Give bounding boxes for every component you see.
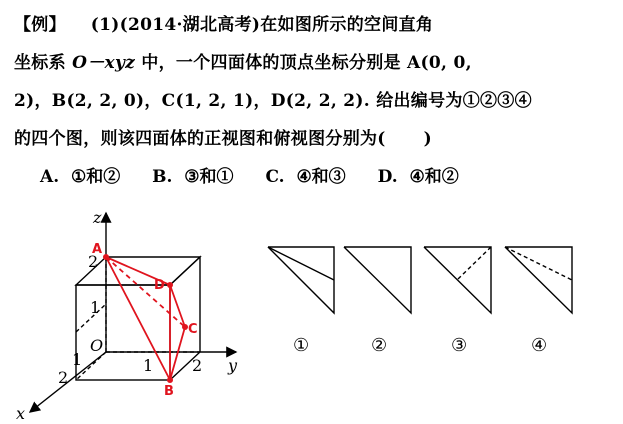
- view-1-line: [268, 247, 334, 280]
- option-d[interactable]: [378, 162, 459, 187]
- problem-line4-post: ): [423, 129, 432, 149]
- option-c-key: C.: [265, 167, 285, 187]
- problem-line-3: 2)，B(2, 2, 0)，C(1, 2, 1)，D(2, 2, 2). 给出编号为①②③④: [14, 91, 532, 111]
- option-b-key: B.: [152, 167, 173, 187]
- view-3-dashed: [457, 247, 491, 280]
- view-1-triangle: [268, 247, 334, 313]
- view-figures: [268, 247, 572, 313]
- example-tag: 【例】: [14, 15, 66, 35]
- x-tick-1: 1: [72, 350, 83, 369]
- problem-text: [14, 6, 614, 158]
- point-b-label: B: [164, 384, 174, 399]
- problem-line2-post: 中，一个四面体的顶点坐标分别是 A(0, 0,: [135, 53, 472, 73]
- point-a-label: A: [92, 242, 103, 257]
- view-3: [424, 247, 491, 313]
- vertex-d-dot: [167, 282, 173, 288]
- option-a-key: A.: [40, 167, 60, 187]
- point-d-label: D: [154, 278, 165, 293]
- answer-options: [40, 162, 485, 187]
- x-axis-label: x: [16, 404, 26, 423]
- option-b[interactable]: [152, 162, 233, 187]
- edge-ab: [106, 257, 170, 380]
- view-4-label: ④: [531, 335, 548, 356]
- view-4: [505, 247, 572, 313]
- option-b-text: ③和①: [184, 167, 234, 187]
- z-tick-2: 2: [88, 252, 99, 271]
- problem-line-4: [14, 120, 614, 158]
- view-4-dashed: [505, 247, 572, 280]
- point-c-label: C: [188, 322, 198, 337]
- view-2-triangle: [344, 247, 411, 313]
- option-a-text: ①和②: [70, 167, 121, 187]
- option-a[interactable]: [40, 162, 120, 187]
- z-axis-label: z: [93, 208, 102, 227]
- edge-dc: [170, 285, 185, 327]
- problem-line-1: [14, 6, 614, 44]
- vertex-b-dot: [167, 377, 173, 383]
- option-c[interactable]: [265, 162, 345, 187]
- view-2: [344, 247, 411, 313]
- y-axis-label: y: [228, 356, 238, 375]
- problem-source: (1)(2014·湖北高考): [90, 15, 261, 35]
- origin-label: O: [90, 336, 104, 355]
- option-d-text: ④和②: [409, 167, 459, 187]
- view-4-triangle: [505, 247, 572, 313]
- problem-line4-pre: 的四个图，则该四面体的正视图和俯视图分别为(: [14, 129, 386, 149]
- vertex-a-dot: [103, 254, 109, 260]
- view-1: [268, 247, 334, 313]
- problem-line2-pre: 坐标系: [14, 53, 73, 73]
- option-d-key: D.: [377, 167, 398, 187]
- view-3-label: ③: [451, 335, 468, 356]
- geometry-figure: [0, 205, 623, 424]
- option-c-text: ④和③: [296, 167, 346, 187]
- view-1-label: ①: [293, 335, 310, 356]
- z-tick-1: 1: [90, 298, 101, 317]
- problem-line-2: [14, 44, 614, 82]
- y-tick-2: 2: [192, 356, 203, 375]
- view-2-label: ②: [371, 335, 388, 356]
- x-tick-2: 2: [58, 368, 69, 387]
- coordinate-system: O－xyz: [72, 53, 136, 73]
- problem-line1-text: 在如图所示的空间直角: [260, 15, 434, 35]
- y-tick-1: 1: [143, 356, 154, 375]
